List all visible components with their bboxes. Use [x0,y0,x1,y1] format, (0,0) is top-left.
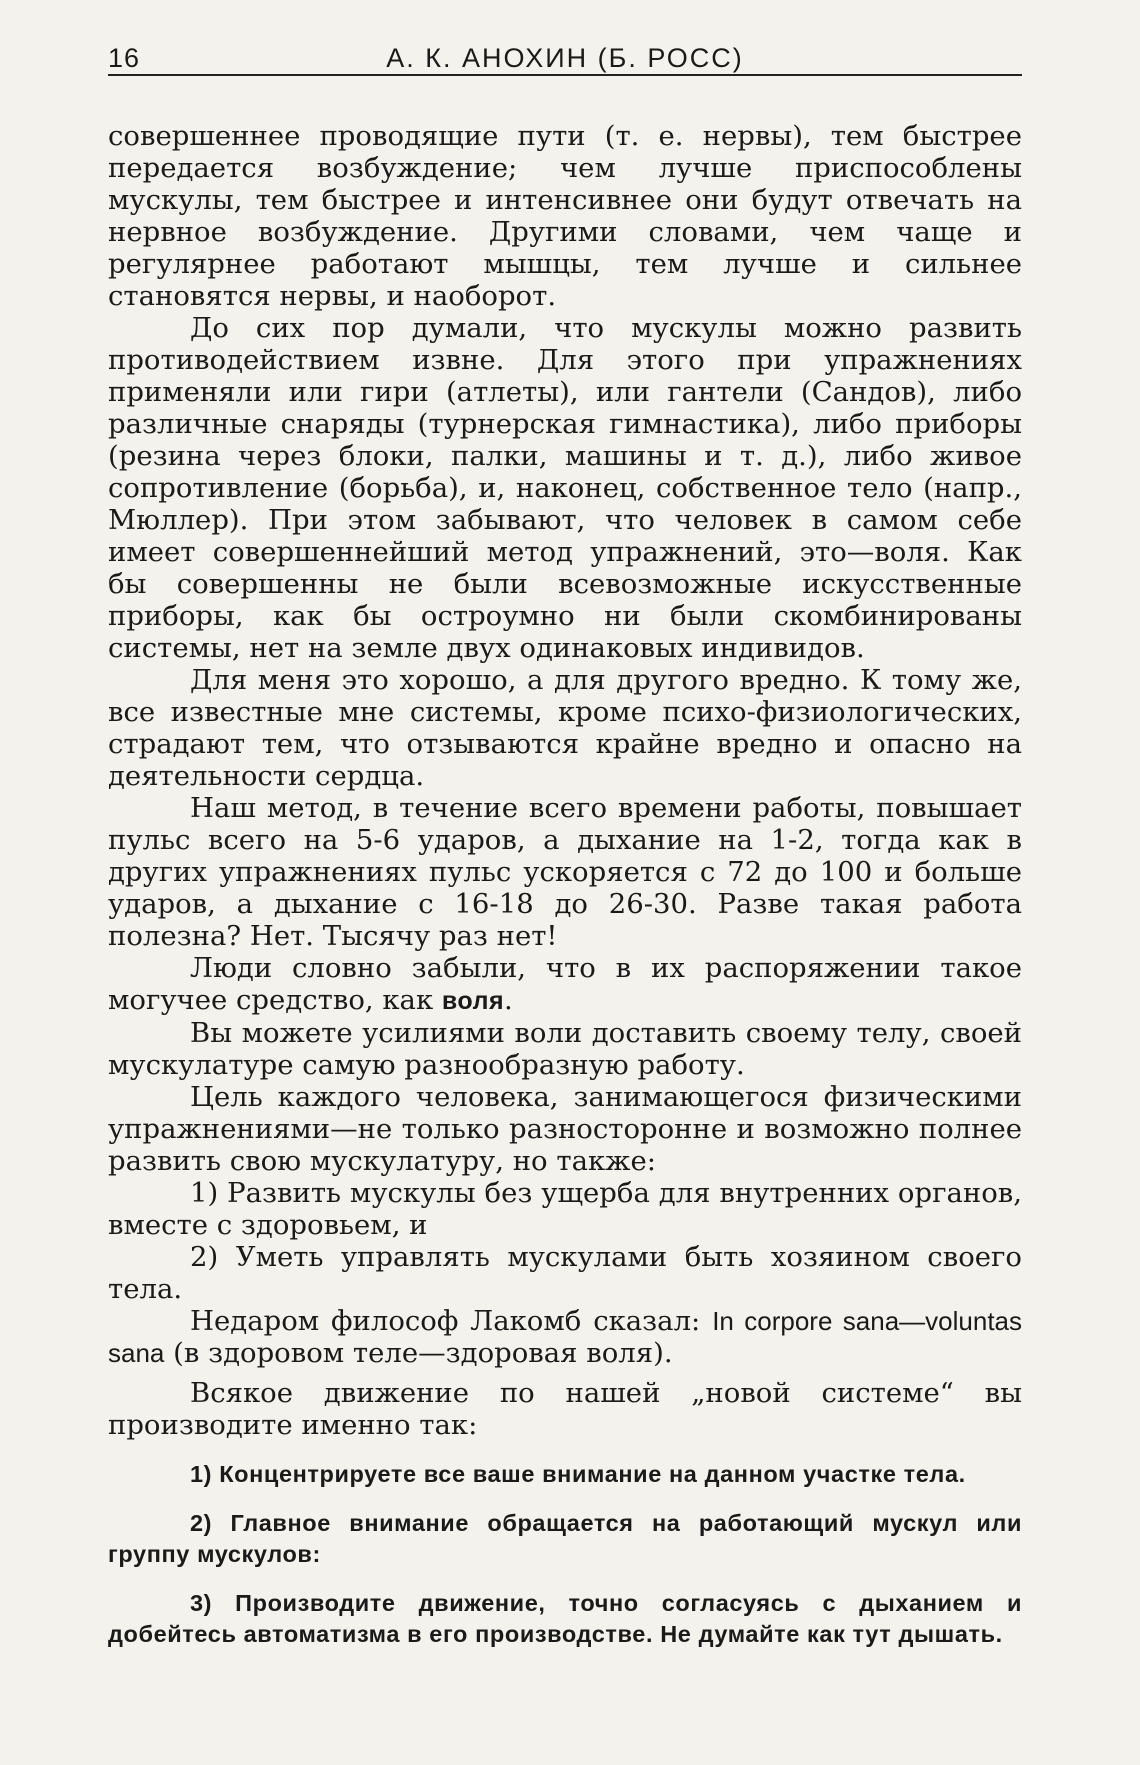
latin-quote: In corpore sana—voluntas sana [108,1306,1023,1368]
paragraph-text: Люди словно забыли, что в их распоряжении такое могучее средство, как [108,952,1022,1016]
rule-item: 3) Производите движение, точно согласуясь с дыханием и добейтесь автоматизма в его производстве. Не думайте как тут дышать. [108,1590,1022,1647]
paragraph: Вы можете усилиями воли доставить своему телу, своей мускулатуре самую разнообразную работу. [108,1017,1022,1081]
rule-item: 2) Главное внимание обращается на работающий мускул или группу мускулов: [108,1510,1022,1567]
paragraph-will [108,952,1022,1017]
paragraph-end: . [504,984,513,1016]
paragraph: Всякое движение по нашей „новой системе“ вы производите именно так: [108,1377,1022,1441]
quote-translation: (в здоровом теле—здоровая воля). [164,1337,673,1369]
page-number: 16 [108,43,141,73]
quote-intro: Недаром философ Лакомб сказал: [190,1305,713,1337]
paragraph: Для меня это хорошо, а для другого вредно. К тому же, все известные мне системы, кроме психо-физиологических, страдают тем, что отзываются крайне вредно и опасно на деятельности сердца. [108,664,1022,792]
emphasis-will: воля [441,987,505,1015]
paragraph: Наш метод, в течение всего времени работы, повышает пульс всего на 5-6 ударов, а дыхание на 1-2, тогда как в других упражнениях пульс ускоряется с 72 до 100 и больше ударов, а дыхание с 16-18 до 26-30. Разве такая работа полезна? Нет. Тысячу раз нет! [108,792,1022,952]
paragraph-quote [108,1305,1022,1369]
list-item: 1) Развить мускулы без ущерба для внутренних органов, вместе с здоровьем, и [108,1177,1022,1241]
method-rules [108,1459,1022,1650]
rule-item: 1) Концентрируете все ваше внимание на данном участке тела. [190,1461,966,1487]
page-header [108,40,1022,76]
paragraph-continuation: совершеннее проводящие пути (т. е. нервы), тем быстрее передается возбуждение; чем лучше приспособлены мускулы, тем быстрее и интенсивнее они будут отвечать на нервное возбуждение. Другими словами, чем чаще и регулярнее работают мышцы, тем лучше и сильнее становятся нервы, и наоборот. [108,120,1022,312]
paragraph: Цель каждого человека, занимающегося физическими упражнениями—не только разносторонне и возможно полнее развить свою мускулатуру, но также: [108,1081,1022,1177]
list-item: 2) Уметь управлять мускулами быть хозяином своего тела. [108,1241,1022,1305]
paragraph: До сих пор думали, что мускулы можно развить противодействием извне. Для этого при упражнениях применяли или гири (атлеты), или гантели (Сандов), либо различные снаряды (турнерская гимнастика), либо приборы (резина через блоки, палки, машины и т. д.), либо живое сопротивление (борьба), и, наконец, собственное тело (напр., Мюллер). При этом забывают, что человек в самом себе имеет совершеннейший метод упражнений, это—воля. Как бы совершенны не были всевозможные искусственные приборы, как бы остроумно ни были скомбинированы системы, нет на земле двух одинаковых индивидов. [108,312,1022,664]
body-text [108,120,1022,1441]
running-head: А. К. АНОХИН (Б. РОСС) [386,43,744,73]
